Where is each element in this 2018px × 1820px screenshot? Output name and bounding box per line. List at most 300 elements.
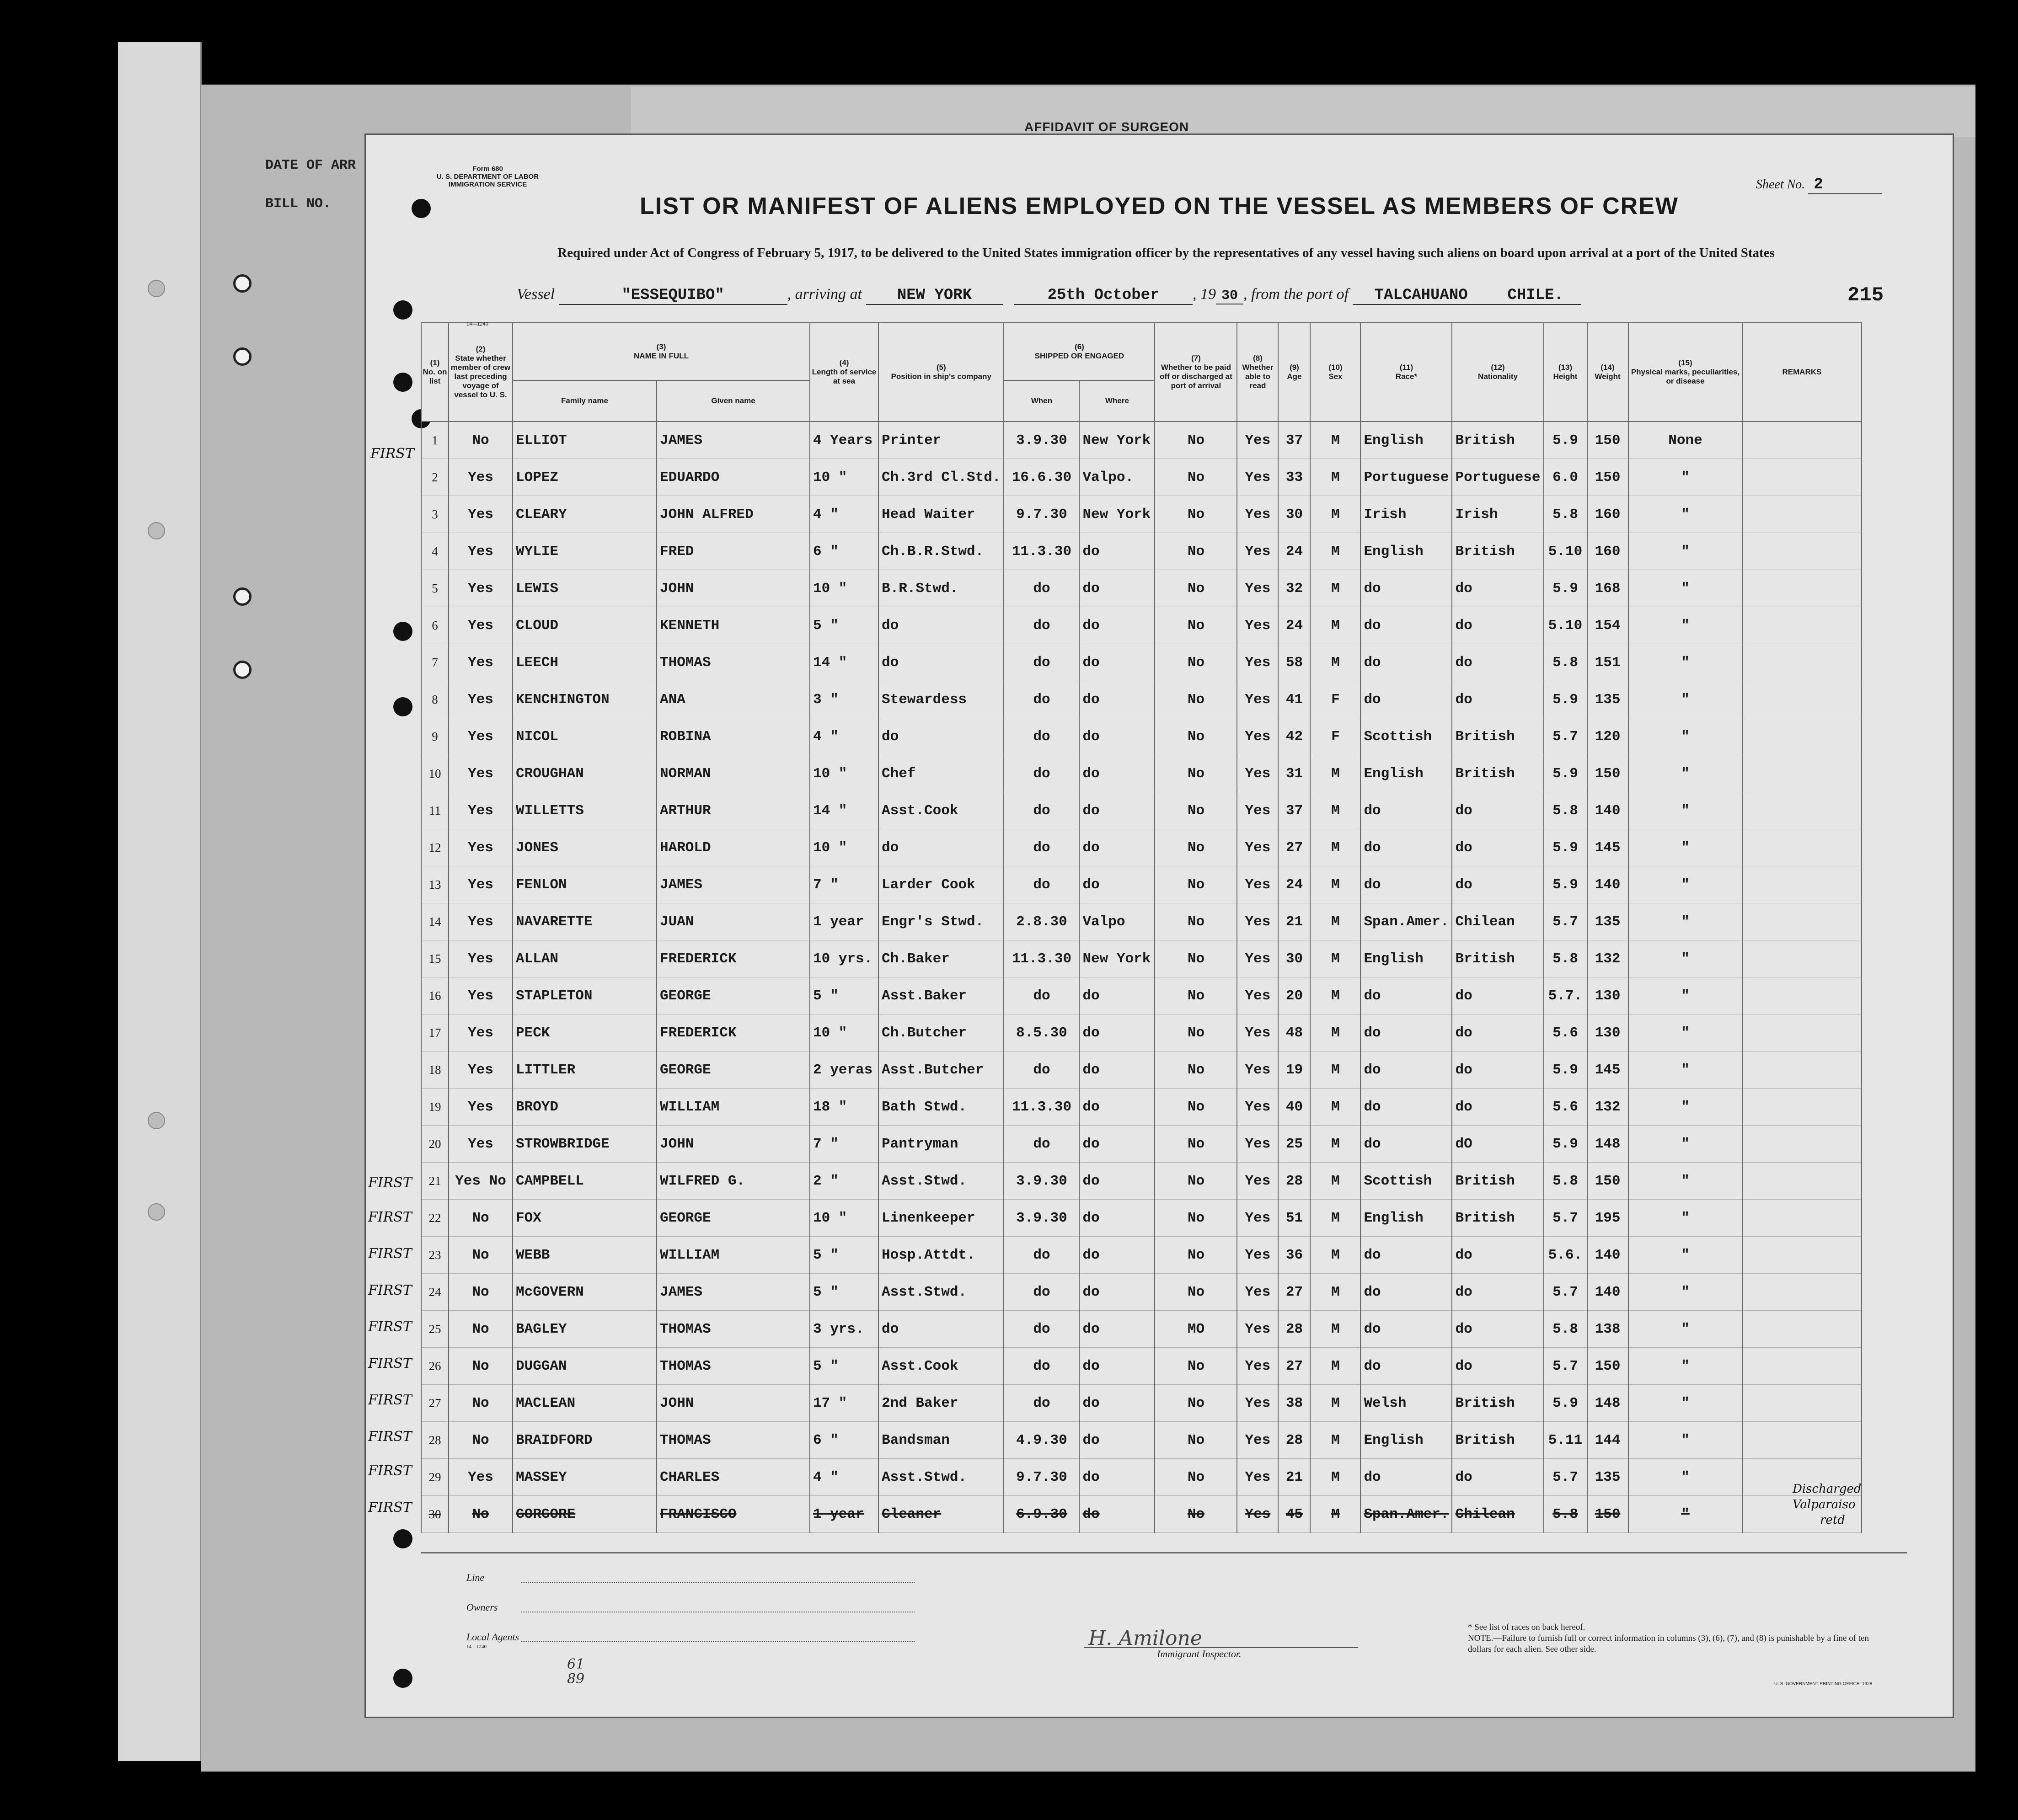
- cell-sex: M: [1310, 422, 1360, 459]
- cell-age: 25: [1278, 1126, 1310, 1163]
- table-row: [421, 1496, 1862, 1533]
- cell-remarks: [1743, 903, 1862, 940]
- cell-list-number: 26: [421, 1348, 449, 1385]
- table-row: [421, 1274, 1862, 1311]
- cell-family-name: KENCHINGTON: [513, 681, 657, 718]
- cell-shipped-when: 9.7.30: [1004, 1459, 1079, 1496]
- margin-note-first: FIRST: [368, 1463, 412, 1479]
- header-length-of-service: (4) Length of service at sea: [810, 323, 878, 422]
- cell-age: 36: [1278, 1237, 1310, 1274]
- cell-length-of-service: 5 ": [810, 607, 878, 644]
- cell-able-to-read: Yes: [1237, 1385, 1278, 1422]
- cell-race: do: [1360, 792, 1452, 829]
- cell-race: Scottish: [1360, 718, 1452, 755]
- cell-race: do: [1360, 570, 1452, 607]
- margin-note-first: FIRST: [370, 446, 414, 462]
- table-row: [421, 1163, 1862, 1200]
- cell-list-number: 1: [421, 422, 449, 459]
- cell-sex: M: [1310, 1496, 1360, 1533]
- cell-position: 2nd Baker: [878, 1385, 1004, 1422]
- cell-shipped-where: do: [1079, 1311, 1155, 1348]
- cell-nationality: British: [1452, 755, 1543, 792]
- cell-position: do: [878, 607, 1004, 644]
- header-family-name: Family name: [513, 380, 657, 422]
- cell-shipped-where: do: [1079, 1422, 1155, 1459]
- cell-age: 27: [1278, 1274, 1310, 1311]
- cell-length-of-service: 3 yrs.: [810, 1311, 878, 1348]
- pencil-note: [567, 1657, 584, 1687]
- cell-shipped-when: 2.8.30: [1004, 903, 1079, 940]
- cell-sex: M: [1310, 1051, 1360, 1089]
- cell-family-name: LITTLER: [513, 1051, 657, 1089]
- cell-position: Asst.Baker: [878, 977, 1004, 1014]
- crew-rows: [421, 422, 1862, 1533]
- cell-family-name: CAMPBELL: [513, 1163, 657, 1200]
- cell-shipped-where: do: [1079, 1200, 1155, 1237]
- cell-height: 5.8: [1544, 1311, 1587, 1348]
- cell-shipped-where: Valpo.: [1079, 459, 1155, 496]
- cell-remarks: [1743, 1348, 1862, 1385]
- cell-list-number: 8: [421, 681, 449, 718]
- cell-able-to-read: Yes: [1237, 1311, 1278, 1348]
- table-row: [421, 644, 1862, 681]
- cell-able-to-read: Yes: [1237, 681, 1278, 718]
- cell-able-to-read: Yes: [1237, 1459, 1278, 1496]
- table-row: [421, 1459, 1862, 1496]
- cell-nationality: Portuguese: [1452, 459, 1543, 496]
- cell-age: 28: [1278, 1422, 1310, 1459]
- cell-height: 5.7: [1544, 1274, 1587, 1311]
- cell-family-name: MASSEY: [513, 1459, 657, 1496]
- cell-previous-voyage: No: [449, 1200, 513, 1237]
- cell-shipped-where: do: [1079, 533, 1155, 570]
- cell-sex: M: [1310, 792, 1360, 829]
- cell-sex: M: [1310, 607, 1360, 644]
- cell-previous-voyage: Yes: [449, 792, 513, 829]
- cell-shipped-where: New York: [1079, 940, 1155, 977]
- cell-paid-off: No: [1155, 1126, 1237, 1163]
- cell-nationality: British: [1452, 422, 1543, 459]
- cell-given-name: JOHN ALFRED: [657, 496, 810, 533]
- cell-height: 5.9: [1544, 1385, 1587, 1422]
- cell-remarks: [1743, 570, 1862, 607]
- cell-nationality: British: [1452, 718, 1543, 755]
- cell-height: 5.10: [1544, 607, 1587, 644]
- sheet-number: [1756, 176, 1882, 194]
- header-where: Where: [1079, 380, 1155, 422]
- cell-shipped-when: do: [1004, 1348, 1079, 1385]
- cell-given-name: FREDERICK: [657, 940, 810, 977]
- agents-rule: [521, 1641, 915, 1642]
- cell-able-to-read: Yes: [1237, 1126, 1278, 1163]
- cell-sex: F: [1310, 718, 1360, 755]
- cell-previous-voyage: Yes No: [449, 1163, 513, 1200]
- cell-physical-marks: ": [1628, 533, 1743, 570]
- cell-physical-marks: ": [1628, 1051, 1743, 1089]
- cell-weight: 140: [1587, 866, 1628, 903]
- cell-family-name: DUGGAN: [513, 1348, 657, 1385]
- cell-position: Ch.B.R.Stwd.: [878, 533, 1004, 570]
- cell-sex: M: [1310, 1126, 1360, 1163]
- cell-previous-voyage: Yes: [449, 644, 513, 681]
- cell-nationality: Irish: [1452, 496, 1543, 533]
- cell-length-of-service: 1 year: [810, 1496, 878, 1533]
- cell-nationality: dO: [1452, 1126, 1543, 1163]
- cell-sex: M: [1310, 829, 1360, 866]
- cell-physical-marks: ": [1628, 718, 1743, 755]
- cell-able-to-read: Yes: [1237, 977, 1278, 1014]
- cell-position: Asst.Stwd.: [878, 1274, 1004, 1311]
- cell-able-to-read: Yes: [1237, 570, 1278, 607]
- cell-weight: 148: [1587, 1385, 1628, 1422]
- cell-height: 5.9: [1544, 829, 1587, 866]
- cell-able-to-read: Yes: [1237, 1163, 1278, 1200]
- cell-given-name: ANA: [657, 681, 810, 718]
- table-row: [421, 829, 1862, 866]
- cell-physical-marks: ": [1628, 1311, 1743, 1348]
- cell-previous-voyage: No: [449, 1274, 513, 1311]
- cell-weight: 160: [1587, 533, 1628, 570]
- cell-shipped-when: 4.9.30: [1004, 1422, 1079, 1459]
- cell-given-name: JOHN: [657, 1126, 810, 1163]
- cell-remarks: [1743, 1385, 1862, 1422]
- line-rule: [521, 1582, 915, 1583]
- cell-shipped-when: do: [1004, 829, 1079, 866]
- cell-remarks: [1743, 1051, 1862, 1089]
- margin-note-first: FIRST: [368, 1246, 412, 1262]
- form-header: [437, 165, 539, 188]
- cell-position: Ch.Baker: [878, 940, 1004, 977]
- cell-race: do: [1360, 1237, 1452, 1274]
- cell-list-number: 28: [421, 1422, 449, 1459]
- cell-shipped-when: do: [1004, 607, 1079, 644]
- cell-age: 31: [1278, 755, 1310, 792]
- cell-age: 37: [1278, 792, 1310, 829]
- table-row: [421, 459, 1862, 496]
- cell-shipped-where: do: [1079, 1274, 1155, 1311]
- cell-shipped-where: do: [1079, 1385, 1155, 1422]
- cell-family-name: LEWIS: [513, 570, 657, 607]
- cell-shipped-where: do: [1079, 681, 1155, 718]
- table-row: [421, 1422, 1862, 1459]
- cell-length-of-service: 6 ": [810, 1422, 878, 1459]
- cell-height: 5.9: [1544, 1051, 1587, 1089]
- from-port-label: , from the port of: [1243, 286, 1349, 303]
- table-row: [421, 1237, 1862, 1274]
- cell-shipped-where: do: [1079, 644, 1155, 681]
- cell-physical-marks: ": [1628, 1200, 1743, 1237]
- binder-hole: [393, 373, 412, 392]
- cell-shipped-when: 9.7.30: [1004, 496, 1079, 533]
- cell-age: 32: [1278, 570, 1310, 607]
- cell-family-name: FENLON: [513, 866, 657, 903]
- cell-weight: 140: [1587, 1274, 1628, 1311]
- margin-note-first: FIRST: [368, 1209, 412, 1225]
- cell-position: Chef: [878, 755, 1004, 792]
- cell-weight: 148: [1587, 1126, 1628, 1163]
- cell-previous-voyage: Yes: [449, 718, 513, 755]
- table-row: [421, 1089, 1862, 1126]
- cell-height: 5.6: [1544, 1089, 1587, 1126]
- cell-position: do: [878, 718, 1004, 755]
- arrival-year: 30: [1216, 288, 1243, 304]
- cell-shipped-where: do: [1079, 1496, 1155, 1533]
- header-sex: (10) Sex: [1310, 323, 1360, 422]
- pencil-note-line: 61: [567, 1656, 585, 1672]
- cell-length-of-service: 4 Years: [810, 422, 878, 459]
- cell-able-to-read: Yes: [1237, 1348, 1278, 1385]
- cell-paid-off: No: [1155, 1385, 1237, 1422]
- cell-position: do: [878, 829, 1004, 866]
- underlying-page-left: [118, 42, 202, 1761]
- cell-given-name: KENNETH: [657, 607, 810, 644]
- header-when: When: [1004, 380, 1079, 422]
- cell-length-of-service: 10 ": [810, 755, 878, 792]
- margin-note-first: FIRST: [368, 1319, 412, 1335]
- cell-shipped-when: do: [1004, 1274, 1079, 1311]
- cell-position: do: [878, 644, 1004, 681]
- margin-note-first: FIRST: [368, 1429, 412, 1445]
- footnote-penalty: NOTE.—Failure to furnish full or correct information in columns (3), (6), (7), and (8) is punishable by a fine of ten dollars for each alien. See other side.: [1468, 1633, 1869, 1654]
- cell-physical-marks: ": [1628, 1237, 1743, 1274]
- cell-race: Scottish: [1360, 1163, 1452, 1200]
- form-number: Form 680: [472, 165, 503, 173]
- cell-previous-voyage: No: [449, 1348, 513, 1385]
- cell-given-name: CHARLES: [657, 1459, 810, 1496]
- cell-nationality: do: [1452, 1089, 1543, 1126]
- cell-height: 5.9: [1544, 1126, 1587, 1163]
- margin-note-first: FIRST: [368, 1500, 412, 1516]
- cell-family-name: CLEARY: [513, 496, 657, 533]
- cell-shipped-where: do: [1079, 718, 1155, 755]
- header-name-in-full: (3) NAME IN FULL: [513, 323, 810, 380]
- cell-able-to-read: Yes: [1237, 422, 1278, 459]
- cell-shipped-where: do: [1079, 1089, 1155, 1126]
- cell-sex: M: [1310, 1459, 1360, 1496]
- inspector-signature: H. Amilone: [1088, 1627, 1202, 1650]
- cell-weight: 135: [1587, 903, 1628, 940]
- cell-previous-voyage: Yes: [449, 1014, 513, 1051]
- table-row: [421, 903, 1862, 940]
- cell-physical-marks: ": [1628, 1126, 1743, 1163]
- cell-shipped-where: do: [1079, 866, 1155, 903]
- cell-sex: M: [1310, 1422, 1360, 1459]
- cell-paid-off: No: [1155, 792, 1237, 829]
- cell-remarks: [1743, 1163, 1862, 1200]
- cell-shipped-when: do: [1004, 1051, 1079, 1089]
- cell-shipped-when: do: [1004, 866, 1079, 903]
- cell-family-name: NAVARETTE: [513, 903, 657, 940]
- cell-given-name: THOMAS: [657, 1311, 810, 1348]
- cell-weight: 195: [1587, 1200, 1628, 1237]
- cell-list-number: 29: [421, 1459, 449, 1496]
- cell-height: 5.9: [1544, 570, 1587, 607]
- cell-shipped-where: New York: [1079, 496, 1155, 533]
- header-row: [421, 323, 1862, 380]
- cell-previous-voyage: Yes: [449, 903, 513, 940]
- cell-length-of-service: 6 ": [810, 533, 878, 570]
- cell-length-of-service: 4 ": [810, 496, 878, 533]
- header-list-number: (1) No. on list: [421, 323, 449, 422]
- cell-previous-voyage: Yes: [449, 570, 513, 607]
- cell-position: Pantryman: [878, 1126, 1004, 1163]
- cell-height: 5.8: [1544, 644, 1587, 681]
- cell-able-to-read: Yes: [1237, 1051, 1278, 1089]
- cell-list-number: 25: [421, 1311, 449, 1348]
- cell-remarks: [1743, 1014, 1862, 1051]
- cell-sex: M: [1310, 1014, 1360, 1051]
- table-row: [421, 1014, 1862, 1051]
- cell-previous-voyage: Yes: [449, 533, 513, 570]
- cell-physical-marks: ": [1628, 903, 1743, 940]
- cell-remarks: [1743, 866, 1862, 903]
- cell-height: 5.8: [1544, 792, 1587, 829]
- cell-given-name: JAMES: [657, 1274, 810, 1311]
- cell-weight: 154: [1587, 607, 1628, 644]
- cell-physical-marks: ": [1628, 977, 1743, 1014]
- cell-weight: 150: [1587, 1496, 1628, 1533]
- owners-label: Owners: [466, 1601, 498, 1613]
- cell-paid-off: No: [1155, 1348, 1237, 1385]
- cell-able-to-read: Yes: [1237, 459, 1278, 496]
- cell-length-of-service: 10 ": [810, 1014, 878, 1051]
- cell-nationality: do: [1452, 1348, 1543, 1385]
- cell-race: English: [1360, 940, 1452, 977]
- table-row: [421, 755, 1862, 792]
- cell-position: B.R.Stwd.: [878, 570, 1004, 607]
- cell-nationality: do: [1452, 681, 1543, 718]
- table-row: [421, 1385, 1862, 1422]
- cell-position: Ch.Butcher: [878, 1014, 1004, 1051]
- cell-height: 5.8: [1544, 1163, 1587, 1200]
- binder-hole: [393, 622, 412, 641]
- cell-list-number: 19: [421, 1089, 449, 1126]
- cell-shipped-where: do: [1079, 1014, 1155, 1051]
- cell-list-number: 30: [421, 1496, 449, 1533]
- cell-sex: M: [1310, 1200, 1360, 1237]
- cell-sex: M: [1310, 570, 1360, 607]
- cell-weight: 150: [1587, 459, 1628, 496]
- margin-note-first: FIRST: [368, 1392, 412, 1408]
- cell-physical-marks: ": [1628, 1274, 1743, 1311]
- cell-nationality: do: [1452, 1051, 1543, 1089]
- cell-paid-off: No: [1155, 1459, 1237, 1496]
- cell-length-of-service: 10 ": [810, 459, 878, 496]
- cell-weight: 130: [1587, 977, 1628, 1014]
- cell-given-name: THOMAS: [657, 1422, 810, 1459]
- cell-paid-off: No: [1155, 1051, 1237, 1089]
- cell-sex: M: [1310, 1163, 1360, 1200]
- cell-sex: M: [1310, 459, 1360, 496]
- cell-race: do: [1360, 1126, 1452, 1163]
- cell-physical-marks: ": [1628, 829, 1743, 866]
- cell-race: do: [1360, 681, 1452, 718]
- table-row: [421, 422, 1862, 459]
- cell-able-to-read: Yes: [1237, 866, 1278, 903]
- cell-paid-off: No: [1155, 829, 1237, 866]
- cell-length-of-service: 10 ": [810, 570, 878, 607]
- cell-family-name: JONES: [513, 829, 657, 866]
- cell-shipped-when: 3.9.30: [1004, 1163, 1079, 1200]
- cell-position: Bandsman: [878, 1422, 1004, 1459]
- cell-family-name: WEBB: [513, 1237, 657, 1274]
- cell-remarks: [1743, 1200, 1862, 1237]
- remark-line: Valparaiso: [1793, 1498, 1856, 1511]
- cell-paid-off: No: [1155, 1014, 1237, 1051]
- cell-length-of-service: 5 ": [810, 1237, 878, 1274]
- table-row: [421, 533, 1862, 570]
- punch-hole: [148, 280, 165, 297]
- cell-paid-off: No: [1155, 459, 1237, 496]
- cell-paid-off: No: [1155, 1422, 1237, 1459]
- arrival-date: 25th October: [1014, 287, 1193, 305]
- cell-nationality: do: [1452, 866, 1543, 903]
- table-row: [421, 1126, 1862, 1163]
- cell-sex: M: [1310, 644, 1360, 681]
- table-row: [421, 681, 1862, 718]
- cell-shipped-where: do: [1079, 829, 1155, 866]
- header-nationality: (12) Nationality: [1452, 323, 1543, 422]
- cell-shipped-when: 16.6.30: [1004, 459, 1079, 496]
- cell-shipped-when: 11.3.30: [1004, 533, 1079, 570]
- cell-family-name: GORGORE: [513, 1496, 657, 1533]
- cell-nationality: British: [1452, 1422, 1543, 1459]
- cell-family-name: MACLEAN: [513, 1385, 657, 1422]
- punch-hole: [148, 1203, 165, 1221]
- cell-remarks: [1743, 1237, 1862, 1274]
- cell-remarks: [1743, 718, 1862, 755]
- cell-previous-voyage: Yes: [449, 1459, 513, 1496]
- affidavit-page-edge: [631, 87, 1975, 137]
- cell-height: 6.0: [1544, 459, 1587, 496]
- cell-list-number: 11: [421, 792, 449, 829]
- cell-weight: 151: [1587, 644, 1628, 681]
- cell-shipped-when: do: [1004, 1237, 1079, 1274]
- cell-weight: 144: [1587, 1422, 1628, 1459]
- cell-shipped-where: do: [1079, 792, 1155, 829]
- cell-able-to-read: Yes: [1237, 607, 1278, 644]
- cell-length-of-service: 2 ": [810, 1163, 878, 1200]
- cell-paid-off: No: [1155, 866, 1237, 903]
- cell-weight: 135: [1587, 681, 1628, 718]
- cell-race: do: [1360, 1348, 1452, 1385]
- cell-age: 27: [1278, 1348, 1310, 1385]
- cell-age: 41: [1278, 681, 1310, 718]
- cell-shipped-where: do: [1079, 755, 1155, 792]
- cell-remarks: [1743, 607, 1862, 644]
- cell-race: do: [1360, 977, 1452, 1014]
- cell-nationality: do: [1452, 1014, 1543, 1051]
- cell-race: Portuguese: [1360, 459, 1452, 496]
- cell-weight: 120: [1587, 718, 1628, 755]
- cell-previous-voyage: No: [449, 1422, 513, 1459]
- cell-weight: 150: [1587, 755, 1628, 792]
- manifest-subtitle: Required under Act of Congress of February 5, 1917, to be delivered to the United States immigration officer by the representatives of any vessel having such aliens on board upon arrival at a port of the United States: [557, 246, 1775, 260]
- cell-height: 5.7: [1544, 1459, 1587, 1496]
- cell-shipped-when: 3.9.30: [1004, 1200, 1079, 1237]
- cell-physical-marks: ": [1628, 644, 1743, 681]
- cell-paid-off: No: [1155, 755, 1237, 792]
- cell-given-name: GEORGE: [657, 1200, 810, 1237]
- cell-age: 24: [1278, 866, 1310, 903]
- cell-physical-marks: ": [1628, 681, 1743, 718]
- cell-sex: F: [1310, 681, 1360, 718]
- cell-remarks: [1743, 496, 1862, 533]
- cell-family-name: McGOVERN: [513, 1274, 657, 1311]
- cell-nationality: do: [1452, 1237, 1543, 1274]
- cell-position: Cleaner: [878, 1496, 1004, 1533]
- cell-sex: M: [1310, 1274, 1360, 1311]
